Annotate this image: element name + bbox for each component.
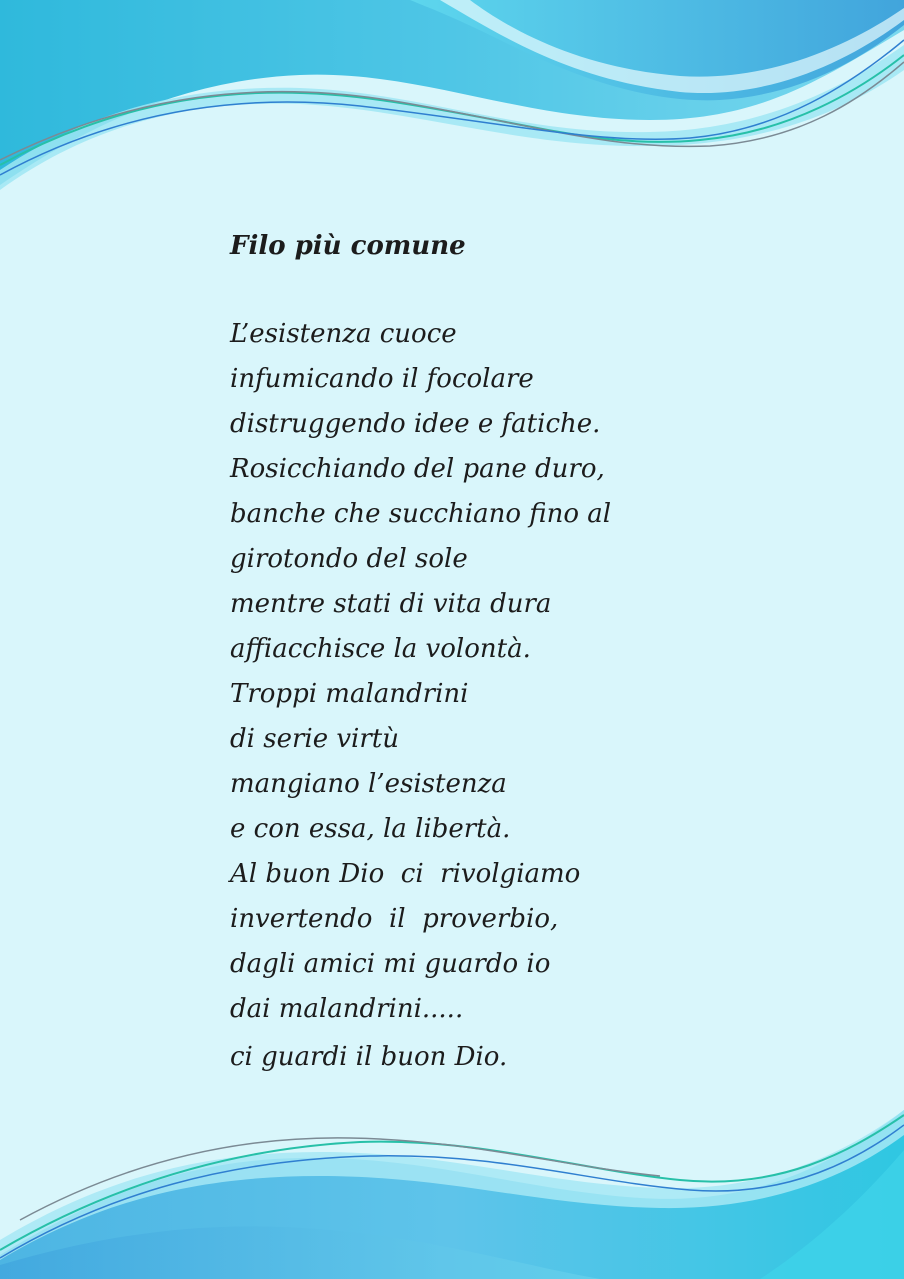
poem-line: Troppi malandrini — [230, 679, 469, 709]
poem-line: affiacchisce la volontà. — [230, 634, 531, 664]
poem-line: e con essa, la libertà. — [230, 814, 511, 844]
poem-line: di serie virtù — [230, 724, 399, 754]
poem-line: mentre stati di vita dura — [230, 589, 552, 619]
poem-line: dai malandrini..... — [230, 994, 464, 1024]
poem-line: L’esistenza cuoce — [230, 319, 457, 349]
poem-line: Rosicchiando del pane duro, — [230, 454, 605, 484]
poem-line: distruggendo idee e fatiche. — [230, 409, 601, 439]
poem — [230, 224, 870, 1080]
poem-body — [230, 312, 870, 1080]
bottom-wave-decoration — [0, 1080, 904, 1279]
poem-line: ci guardi il buon Dio. — [230, 1042, 508, 1072]
poem-line: mangiano l’esistenza — [230, 769, 507, 799]
top-wave-decoration — [0, 0, 904, 200]
poem-line: Al buon Dio ci rivolgiamo — [230, 859, 581, 889]
poem-line: girotondo del sole — [230, 544, 468, 574]
poem-title: Filo più comune — [230, 231, 466, 261]
poem-line: infumicando il focolare — [230, 364, 534, 394]
poem-line: banche che succhiano fino al — [230, 499, 612, 529]
poem-line: dagli amici mi guardo io — [230, 949, 551, 979]
poem-line: invertendo il proverbio, — [230, 904, 559, 934]
